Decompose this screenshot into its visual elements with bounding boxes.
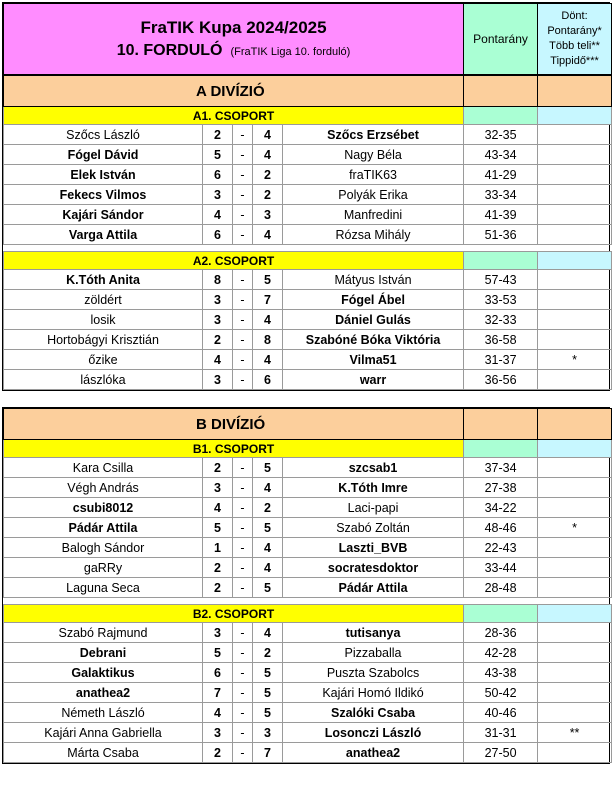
away-score: 5 — [253, 518, 283, 538]
point-ratio: 28-48 — [464, 578, 538, 598]
away-score: 2 — [253, 165, 283, 185]
group-gap — [4, 245, 612, 252]
decision-note — [538, 125, 612, 145]
home-score: 6 — [203, 663, 233, 683]
group-header-row — [4, 440, 612, 458]
decision-note — [538, 683, 612, 703]
score-separator: - — [233, 458, 253, 478]
away-score: 2 — [253, 498, 283, 518]
header-table — [3, 3, 612, 75]
away-player: Pizzaballa — [283, 643, 464, 663]
away-player: K.Tóth Imre — [283, 478, 464, 498]
gap-cell — [4, 598, 612, 605]
division-a-block — [2, 2, 610, 391]
decision-note — [538, 558, 612, 578]
away-player: Laszti_BVB — [283, 538, 464, 558]
decision-note — [538, 578, 612, 598]
decision-note — [538, 643, 612, 663]
away-score: 4 — [253, 350, 283, 370]
match-row — [4, 330, 612, 350]
results-sheet — [2, 2, 610, 764]
dont-line: Tippidő*** — [550, 55, 599, 67]
match-row — [4, 205, 612, 225]
point-ratio: 42-28 — [464, 643, 538, 663]
round-label: 10. FORDULÓ — [116, 41, 223, 59]
point-ratio: 34-22 — [464, 498, 538, 518]
home-player: Szőcs László — [4, 125, 203, 145]
point-ratio: 31-37 — [464, 350, 538, 370]
away-score: 6 — [253, 370, 283, 390]
point-ratio: 41-39 — [464, 205, 538, 225]
score-separator: - — [233, 558, 253, 578]
home-score: 2 — [203, 125, 233, 145]
home-score: 4 — [203, 498, 233, 518]
decision-note — [538, 205, 612, 225]
group-note-filler — [538, 107, 612, 125]
decision-note — [538, 478, 612, 498]
home-score: 5 — [203, 518, 233, 538]
point-ratio: 31-31 — [464, 723, 538, 743]
score-separator: - — [233, 125, 253, 145]
away-player: Puszta Szabolcs — [283, 663, 464, 683]
home-score: 4 — [203, 205, 233, 225]
division-filler — [464, 76, 538, 107]
round-note: (FraTIK Liga 10. forduló) — [230, 45, 351, 58]
round-title — [4, 40, 463, 63]
score-separator: - — [233, 643, 253, 663]
decision-note — [538, 538, 612, 558]
division-spacer — [2, 391, 610, 407]
decision-note — [538, 165, 612, 185]
home-player: Kajári Anna Gabriella — [4, 723, 203, 743]
home-score: 6 — [203, 165, 233, 185]
away-player: Rózsa Mihály — [283, 225, 464, 245]
home-score: 8 — [203, 270, 233, 290]
home-score: 4 — [203, 350, 233, 370]
away-player: Szabó Zoltán — [283, 518, 464, 538]
group-ratio-filler — [464, 605, 538, 623]
home-score: 3 — [203, 310, 233, 330]
away-player: Polyák Erika — [283, 185, 464, 205]
away-score: 2 — [253, 643, 283, 663]
away-player: Dániel Gulás — [283, 310, 464, 330]
title-cell — [4, 4, 464, 75]
score-separator: - — [233, 205, 253, 225]
point-ratio: 28-36 — [464, 623, 538, 643]
dont-line: Dönt: — [561, 10, 588, 22]
home-player: Fógel Dávid — [4, 145, 203, 165]
score-separator: - — [233, 518, 253, 538]
division-title: A DIVÍZIÓ — [4, 76, 464, 107]
point-ratio: 33-44 — [464, 558, 538, 578]
group-title: B2. CSOPORT — [4, 605, 464, 623]
away-player: Manfredini — [283, 205, 464, 225]
division-b-content — [3, 408, 609, 763]
dont-line: Több teli** — [549, 40, 600, 52]
home-score: 2 — [203, 458, 233, 478]
score-separator: - — [233, 310, 253, 330]
away-score: 5 — [253, 663, 283, 683]
home-score: 2 — [203, 743, 233, 763]
score-separator: - — [233, 578, 253, 598]
away-player: Fógel Ábel — [283, 290, 464, 310]
group-header-row — [4, 252, 612, 270]
match-row — [4, 623, 612, 643]
away-player: Losonczi László — [283, 723, 464, 743]
score-separator: - — [233, 498, 253, 518]
home-player: Szabó Rajmund — [4, 623, 203, 643]
score-separator: - — [233, 743, 253, 763]
home-score: 2 — [203, 578, 233, 598]
division-title: B DIVÍZIÓ — [4, 409, 464, 440]
away-score: 4 — [253, 225, 283, 245]
match-row — [4, 703, 612, 723]
away-score: 4 — [253, 125, 283, 145]
point-ratio: 50-42 — [464, 683, 538, 703]
away-player: Szalóki Csaba — [283, 703, 464, 723]
group-ratio-filler — [464, 107, 538, 125]
score-separator: - — [233, 623, 253, 643]
score-separator: - — [233, 538, 253, 558]
away-player: Mátyus István — [283, 270, 464, 290]
match-row — [4, 165, 612, 185]
decision-note — [538, 458, 612, 478]
division-table — [3, 75, 612, 390]
score-separator: - — [233, 270, 253, 290]
division-table — [3, 408, 612, 763]
away-score: 4 — [253, 478, 283, 498]
group-gap — [4, 598, 612, 605]
point-ratio: 36-58 — [464, 330, 538, 350]
match-row — [4, 145, 612, 165]
decision-note — [538, 498, 612, 518]
away-player: anathea2 — [283, 743, 464, 763]
home-score: 3 — [203, 623, 233, 643]
point-ratio: 43-38 — [464, 663, 538, 683]
group-title: B1. CSOPORT — [4, 440, 464, 458]
group-note-filler — [538, 252, 612, 270]
score-separator: - — [233, 370, 253, 390]
home-player: lászlóka — [4, 370, 203, 390]
home-player: K.Tóth Anita — [4, 270, 203, 290]
decision-note: ** — [538, 723, 612, 743]
away-score: 2 — [253, 185, 283, 205]
away-score: 4 — [253, 623, 283, 643]
home-player: Debrani — [4, 643, 203, 663]
home-player: Pádár Attila — [4, 518, 203, 538]
home-score: 2 — [203, 558, 233, 578]
division-header-row — [4, 409, 612, 440]
division-a-content — [3, 75, 609, 390]
match-row — [4, 498, 612, 518]
point-ratio: 43-34 — [464, 145, 538, 165]
title-row — [4, 4, 612, 75]
score-separator: - — [233, 165, 253, 185]
score-separator: - — [233, 290, 253, 310]
away-score: 3 — [253, 205, 283, 225]
match-row — [4, 518, 612, 538]
home-score: 1 — [203, 538, 233, 558]
group-ratio-filler — [464, 252, 538, 270]
home-score: 5 — [203, 643, 233, 663]
home-player: Galaktikus — [4, 663, 203, 683]
point-ratio: 37-34 — [464, 458, 538, 478]
home-player: Varga Attila — [4, 225, 203, 245]
away-score: 5 — [253, 703, 283, 723]
point-ratio: 22-43 — [464, 538, 538, 558]
away-score: 5 — [253, 270, 283, 290]
division-header-row — [4, 76, 612, 107]
match-row — [4, 125, 612, 145]
page-title: FraTIK Kupa 2024/2025 — [140, 17, 327, 37]
home-score: 2 — [203, 330, 233, 350]
gap-cell — [4, 245, 612, 252]
match-row — [4, 310, 612, 330]
home-score: 3 — [203, 478, 233, 498]
home-player: gaRRy — [4, 558, 203, 578]
group-header-row — [4, 107, 612, 125]
decision-note — [538, 330, 612, 350]
away-player: Vilma51 — [283, 350, 464, 370]
home-player: Németh László — [4, 703, 203, 723]
match-row — [4, 290, 612, 310]
home-player: anathea2 — [4, 683, 203, 703]
away-player: Laci-papi — [283, 498, 464, 518]
match-row — [4, 185, 612, 205]
score-separator: - — [233, 350, 253, 370]
away-score: 4 — [253, 145, 283, 165]
home-score: 3 — [203, 370, 233, 390]
match-row — [4, 538, 612, 558]
home-player: Kajári Sándor — [4, 205, 203, 225]
away-score: 5 — [253, 683, 283, 703]
decision-note — [538, 185, 612, 205]
home-player: Elek István — [4, 165, 203, 185]
point-ratio: 36-56 — [464, 370, 538, 390]
decision-note — [538, 310, 612, 330]
match-row — [4, 458, 612, 478]
away-player: fraTIK63 — [283, 165, 464, 185]
away-score: 4 — [253, 538, 283, 558]
group-title: A1. CSOPORT — [4, 107, 464, 125]
division-b-block — [2, 407, 610, 764]
score-separator: - — [233, 663, 253, 683]
away-score: 4 — [253, 558, 283, 578]
division-filler — [464, 409, 538, 440]
decision-note — [538, 743, 612, 763]
decision-note: * — [538, 518, 612, 538]
home-score: 5 — [203, 145, 233, 165]
decision-note — [538, 703, 612, 723]
decision-note — [538, 663, 612, 683]
away-player: socratesdoktor — [283, 558, 464, 578]
score-separator: - — [233, 723, 253, 743]
away-score: 5 — [253, 458, 283, 478]
away-score: 7 — [253, 290, 283, 310]
away-player: Szabóné Bóka Viktória — [283, 330, 464, 350]
away-player: Nagy Béla — [283, 145, 464, 165]
away-score: 8 — [253, 330, 283, 350]
match-row — [4, 350, 612, 370]
decision-note — [538, 623, 612, 643]
away-score: 7 — [253, 743, 283, 763]
home-player: Hortobágyi Krisztián — [4, 330, 203, 350]
home-player: Fekecs Vilmos — [4, 185, 203, 205]
away-score: 3 — [253, 723, 283, 743]
home-player: Laguna Seca — [4, 578, 203, 598]
score-separator: - — [233, 185, 253, 205]
decision-note — [538, 270, 612, 290]
match-row — [4, 663, 612, 683]
away-score: 4 — [253, 310, 283, 330]
pontarany-header: Pontarány — [464, 4, 538, 75]
score-separator: - — [233, 703, 253, 723]
group-header-row — [4, 605, 612, 623]
point-ratio: 32-33 — [464, 310, 538, 330]
home-player: Balogh Sándor — [4, 538, 203, 558]
point-ratio: 33-53 — [464, 290, 538, 310]
home-player: Kara Csilla — [4, 458, 203, 478]
home-score: 3 — [203, 290, 233, 310]
point-ratio: 41-29 — [464, 165, 538, 185]
point-ratio: 27-38 — [464, 478, 538, 498]
match-row — [4, 558, 612, 578]
match-row — [4, 743, 612, 763]
dont-line: Pontarány* — [547, 25, 602, 37]
home-player: csubi8012 — [4, 498, 203, 518]
score-separator: - — [233, 478, 253, 498]
away-player: Kajári Homó Ildikó — [283, 683, 464, 703]
point-ratio: 48-46 — [464, 518, 538, 538]
away-player: szcsab1 — [283, 458, 464, 478]
group-note-filler — [538, 440, 612, 458]
point-ratio: 51-36 — [464, 225, 538, 245]
match-row — [4, 723, 612, 743]
match-row — [4, 225, 612, 245]
decision-note — [538, 145, 612, 165]
match-row — [4, 270, 612, 290]
home-player: Végh András — [4, 478, 203, 498]
score-separator: - — [233, 145, 253, 165]
decision-note — [538, 290, 612, 310]
group-ratio-filler — [464, 440, 538, 458]
away-score: 5 — [253, 578, 283, 598]
point-ratio: 40-46 — [464, 703, 538, 723]
home-score: 6 — [203, 225, 233, 245]
away-player: warr — [283, 370, 464, 390]
division-filler — [538, 76, 612, 107]
match-row — [4, 643, 612, 663]
point-ratio: 27-50 — [464, 743, 538, 763]
point-ratio: 33-34 — [464, 185, 538, 205]
match-row — [4, 578, 612, 598]
match-row — [4, 370, 612, 390]
home-score: 4 — [203, 703, 233, 723]
away-player: Szőcs Erzsébet — [283, 125, 464, 145]
away-player: Pádár Attila — [283, 578, 464, 598]
score-separator: - — [233, 225, 253, 245]
home-score: 3 — [203, 723, 233, 743]
division-filler — [538, 409, 612, 440]
home-player: zöldért — [4, 290, 203, 310]
decision-note — [538, 225, 612, 245]
decision-note — [538, 370, 612, 390]
score-separator: - — [233, 683, 253, 703]
home-player: őzike — [4, 350, 203, 370]
point-ratio: 57-43 — [464, 270, 538, 290]
dont-header — [538, 4, 612, 75]
home-player: Márta Csaba — [4, 743, 203, 763]
home-player: losik — [4, 310, 203, 330]
group-title: A2. CSOPORT — [4, 252, 464, 270]
away-player: tutisanya — [283, 623, 464, 643]
decision-note: * — [538, 350, 612, 370]
point-ratio: 32-35 — [464, 125, 538, 145]
group-note-filler — [538, 605, 612, 623]
score-separator: - — [233, 330, 253, 350]
home-score: 7 — [203, 683, 233, 703]
match-row — [4, 683, 612, 703]
home-score: 3 — [203, 185, 233, 205]
match-row — [4, 478, 612, 498]
